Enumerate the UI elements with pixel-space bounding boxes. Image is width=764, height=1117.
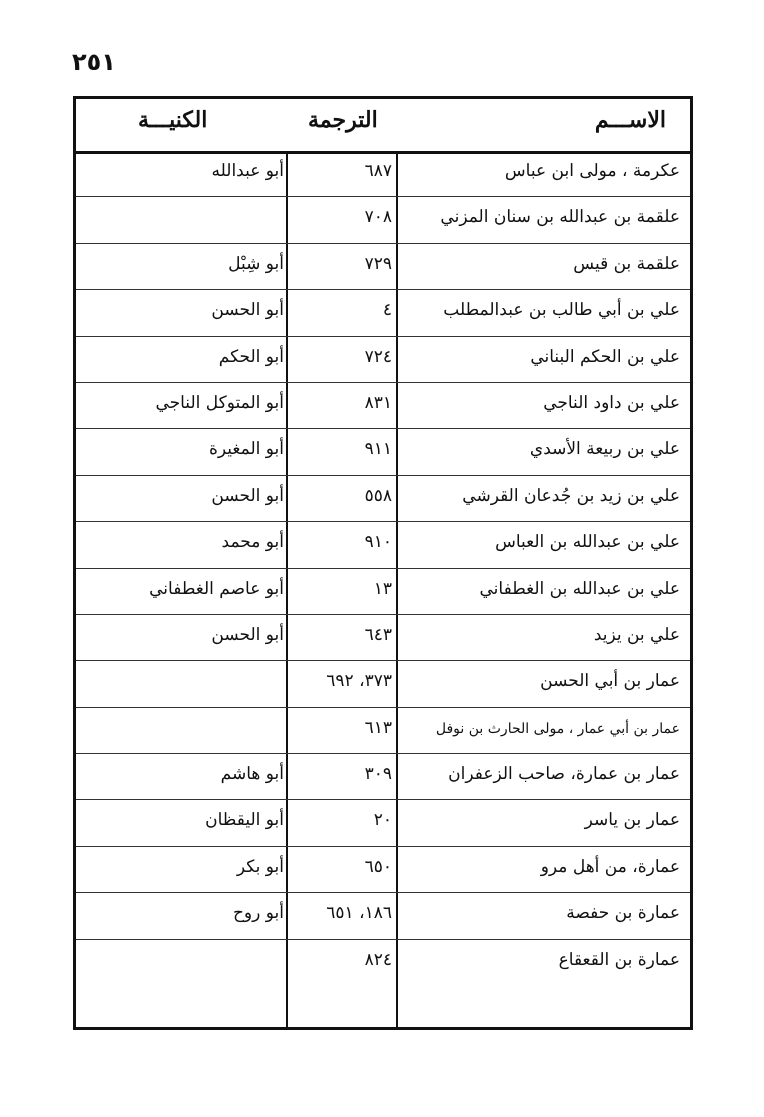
row-name: عمارة بن القعقاع bbox=[558, 949, 680, 970]
row-name: علقمة بن قيس bbox=[573, 253, 680, 274]
row-name: عمارة، من أهل مرو bbox=[540, 856, 680, 877]
row-name: علي بن أبي طالب بن عبدالمطلب bbox=[443, 300, 680, 321]
row-kunya: أبو محمد bbox=[221, 532, 284, 553]
row-kunya: أبو الحسن bbox=[211, 300, 284, 321]
row-name: عمارة بن حفصة bbox=[566, 903, 680, 924]
row-ref: ١٨٦، ٦٥١ bbox=[326, 903, 392, 924]
row-kunya: أبو الحسن bbox=[211, 485, 284, 506]
table-header bbox=[76, 99, 690, 154]
row-kunya: أبو الحسن bbox=[211, 624, 284, 645]
row-ref: ٩١١ bbox=[364, 439, 392, 460]
row-kunya: أبو هاشم bbox=[220, 764, 284, 785]
row-name: عمار بن عمارة، صاحب الزعفران bbox=[448, 764, 680, 785]
table-row bbox=[76, 522, 690, 568]
header-kunya: الكنيـــة bbox=[138, 107, 208, 133]
table-row bbox=[76, 893, 690, 939]
row-kunya: أبو اليقظان bbox=[205, 810, 284, 831]
table-row bbox=[76, 244, 690, 290]
header-name: الاســـم bbox=[594, 107, 666, 133]
row-name: علقمة بن عبدالله بن سنان المزني bbox=[440, 207, 680, 228]
table-row bbox=[76, 383, 690, 429]
row-ref: ٣٧٣، ٦٩٢ bbox=[326, 671, 392, 692]
row-kunya: أبو المغيرة bbox=[209, 439, 284, 460]
row-name: علي بن زيد بن جُدعان القرشي bbox=[462, 485, 680, 506]
row-ref: ٩١٠ bbox=[364, 532, 392, 553]
row-kunya: أبو شِبْل bbox=[228, 253, 284, 274]
row-ref: ٣٠٩ bbox=[364, 764, 392, 785]
row-kunya: أبو روح bbox=[232, 903, 284, 924]
row-ref: ٢٠ bbox=[373, 810, 392, 831]
table-row bbox=[76, 476, 690, 522]
table-row bbox=[76, 754, 690, 800]
table-row bbox=[76, 800, 690, 846]
table-row bbox=[76, 429, 690, 475]
row-ref: ١٣ bbox=[373, 578, 392, 599]
row-kunya: أبو المتوكل الناجي bbox=[155, 392, 284, 413]
table-row bbox=[76, 847, 690, 893]
row-name: علي بن داود الناجي bbox=[543, 392, 680, 413]
row-ref: ٨٣١ bbox=[364, 392, 392, 413]
header-ref: الترجمة bbox=[308, 107, 378, 133]
row-ref: ٤ bbox=[382, 300, 392, 321]
row-name: عمار بن أبي عمار ، مولى الحارث بن نوفل bbox=[435, 720, 680, 737]
table-row bbox=[76, 615, 690, 661]
row-name: علي بن يزيد bbox=[593, 624, 680, 645]
row-ref: ٦٤٣ bbox=[364, 624, 392, 645]
row-ref: ٨٢٤ bbox=[364, 949, 392, 970]
row-name: علي بن عبدالله بن العباس bbox=[495, 532, 680, 553]
row-ref: ٧٢٤ bbox=[364, 346, 392, 367]
row-kunya: أبو بكر bbox=[236, 856, 284, 877]
table-body bbox=[76, 151, 690, 986]
index-table bbox=[73, 96, 693, 1030]
table-row bbox=[76, 569, 690, 615]
table-row bbox=[76, 708, 690, 754]
row-ref: ٧٠٨ bbox=[364, 207, 392, 228]
row-name: عمار بن أبي الحسن bbox=[540, 671, 680, 692]
page-number: ٢٥١ bbox=[72, 48, 116, 76]
row-ref: ٧٢٩ bbox=[364, 253, 392, 274]
row-name: عكرمة ، مولى ابن عباس bbox=[504, 161, 680, 181]
row-name: عمار بن ياسر bbox=[584, 810, 680, 831]
row-name: علي بن عبدالله بن الغطفاني bbox=[479, 578, 680, 599]
table-row bbox=[76, 197, 690, 243]
row-kunya: أبو عاصم الغطفاني bbox=[149, 578, 284, 599]
row-ref: ٥٥٨ bbox=[364, 485, 392, 506]
row-ref: ٦٨٧ bbox=[364, 161, 392, 181]
row-ref: ٦١٣ bbox=[364, 717, 392, 738]
row-kunya: أبو الحكم bbox=[218, 346, 284, 367]
table-row bbox=[76, 290, 690, 336]
table-row bbox=[76, 661, 690, 707]
row-name: علي بن ربيعة الأسدي bbox=[529, 439, 680, 460]
table-row bbox=[76, 337, 690, 383]
row-ref: ٦٥٠ bbox=[364, 856, 392, 877]
table-row bbox=[76, 151, 690, 197]
row-kunya: أبو عبدالله bbox=[211, 161, 284, 181]
table-row bbox=[76, 940, 690, 986]
row-name: علي بن الحكم البناني bbox=[530, 346, 680, 367]
